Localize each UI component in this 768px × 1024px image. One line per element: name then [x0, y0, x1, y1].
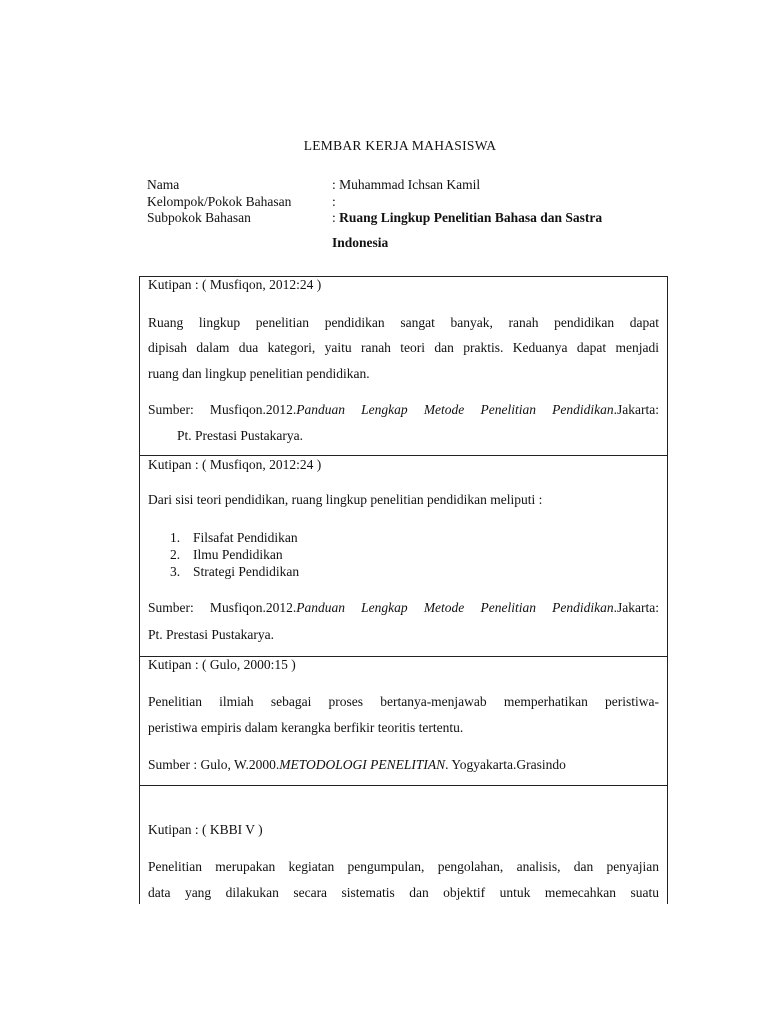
kutipan-body-line: Penelitian merupakan kegiatan pengumpulan, pengolahan, analisis, dan penyajian — [148, 859, 659, 874]
sumber-title: METODOLOGI PENELITIAN — [279, 757, 446, 772]
kutipan-entry — [140, 456, 667, 657]
subpokok-value — [332, 210, 602, 226]
subpokok-colon: : — [332, 210, 340, 225]
kutipan-body-line: Penelitian ilmiah sebagai proses bertanya-menjawab memperhatikan peristiwa- — [148, 694, 659, 709]
nama-label: Nama — [147, 177, 180, 192]
sumber-suffix: .Jakarta: — [613, 402, 659, 417]
sumber-line-2: Pt. Prestasi Pustakarya. — [148, 627, 274, 642]
kutipan-heading: Kutipan : ( Gulo, 2000:15 ) — [148, 657, 296, 672]
sumber-title: Panduan Lengkap Metode Penelitian Pendidikan — [296, 600, 614, 615]
subpokok-value-line1: Ruang Lingkup Penelitian Bahasa dan Sastra — [339, 210, 603, 225]
nama-value: : Muhammad Ichsan Kamil — [332, 177, 481, 192]
kutipan-heading: Kutipan : ( Musfiqon, 2012:24 ) — [148, 457, 322, 472]
kelompok-value: : — [332, 194, 336, 209]
list-number: 3. — [170, 564, 181, 579]
sumber-line — [148, 757, 659, 773]
sumber-line-2: Pt. Prestasi Pustakarya. — [177, 428, 303, 443]
kutipan-entry — [140, 277, 667, 456]
list-text: Filsafat Pendidikan — [193, 530, 298, 545]
subpokok-value-line2: Indonesia — [332, 235, 389, 250]
kutipan-entry — [140, 657, 667, 786]
kutipan-body-line: data yang dilakukan secara sistematis dan objektif untuk memecahkan suatu — [148, 885, 659, 900]
page-title: LEMBAR KERJA MAHASISWA — [303, 138, 497, 153]
kutipan-body-line: peristiwa empiris dalam kerangka berfikir teoritis tertentu. — [148, 720, 464, 735]
sumber-title: Panduan Lengkap Metode Penelitian Pendidikan — [296, 402, 614, 417]
list-number: 2. — [170, 547, 181, 562]
list-text: Ilmu Pendidikan — [193, 547, 283, 562]
sumber-prefix: Sumber: Musfiqon.2012. — [148, 402, 297, 417]
sumber-line — [148, 402, 659, 418]
sumber-line — [148, 600, 659, 616]
kutipan-body-line: Ruang lingkup penelitian pendidikan sangat banyak, ranah pendidikan dapat — [148, 315, 659, 330]
kelompok-label: Kelompok/Pokok Bahasan — [147, 194, 292, 209]
list-item — [140, 564, 667, 582]
list-item — [140, 530, 667, 548]
list-number: 1. — [170, 530, 181, 545]
kutipan-heading: Kutipan : ( Musfiqon, 2012:24 ) — [148, 277, 322, 292]
kutipan-body-line: ruang dan lingkup penelitian pendidikan. — [148, 366, 370, 381]
kutipan-body-line: Dari sisi teori pendidikan, ruang lingkup penelitian pendidikan meliputi : — [148, 492, 543, 507]
list-item — [140, 547, 667, 565]
sumber-prefix: Sumber: Musfiqon.2012. — [148, 600, 297, 615]
kutipan-heading: Kutipan : ( KBBI V ) — [148, 822, 263, 837]
list-text: Strategi Pendidikan — [193, 564, 300, 579]
sumber-prefix: Sumber : Gulo, W.2000. — [148, 757, 280, 772]
subpokok-label: Subpokok Bahasan — [147, 210, 251, 225]
kutipan-body-line: dipisah dalam dua kategori, yaitu ranah teori dan praktis. Keduanya dapat menjadi — [148, 340, 659, 355]
sumber-suffix: .Jakarta: — [613, 600, 659, 615]
kutipan-entry — [140, 786, 667, 904]
sumber-suffix: . Yogyakarta.Grasindo — [445, 757, 566, 772]
kutipan-table — [139, 276, 668, 904]
